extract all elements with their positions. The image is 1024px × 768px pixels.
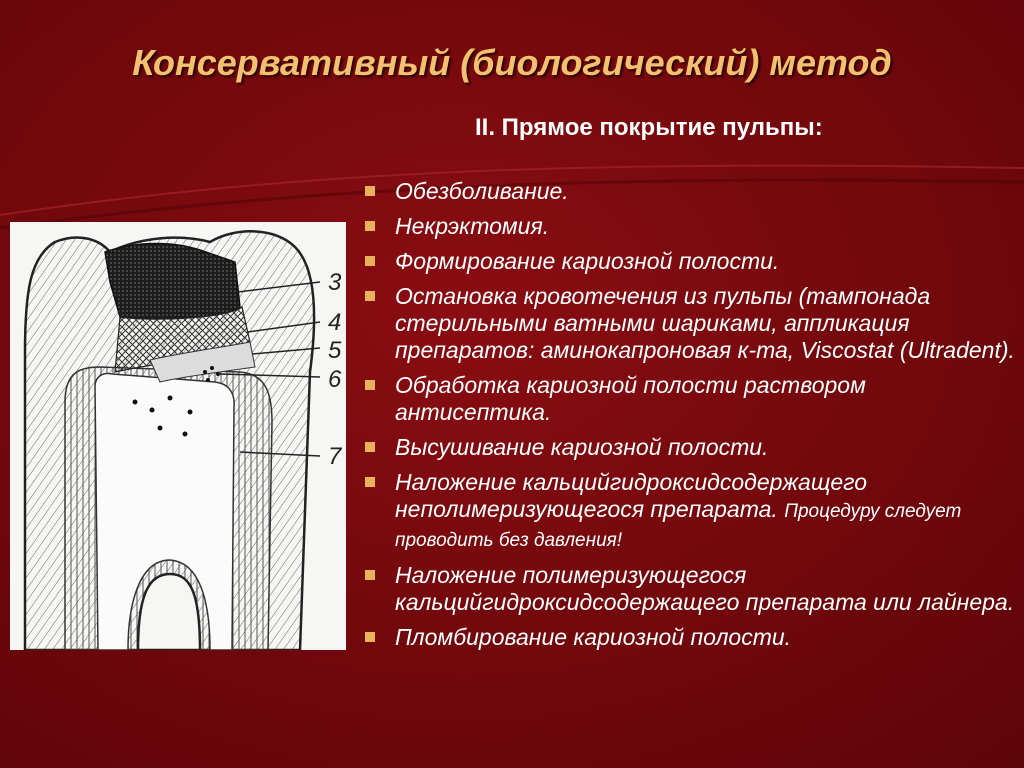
- step-item: [362, 624, 1017, 651]
- figure-label-3: 3: [328, 269, 342, 296]
- bullet-icon: [365, 442, 375, 452]
- figure-label-4: 4: [328, 309, 342, 336]
- step-text: Высушивание кариозной полости.: [395, 434, 769, 460]
- step-item: [362, 248, 1017, 275]
- tooth-diagram-drawing: [10, 222, 346, 650]
- bullet-icon: [365, 221, 375, 231]
- step-item: [362, 213, 1017, 240]
- slide-title: Консервативный (биологический) метод: [132, 42, 892, 83]
- step-item: [362, 372, 1017, 426]
- bullet-icon: [365, 256, 375, 266]
- bullet-icon: [365, 477, 375, 487]
- bullet-icon: [365, 291, 375, 301]
- slide-subtitle: II. Прямое покрытие пульпы:: [475, 114, 823, 141]
- tooth-diagram: [10, 222, 346, 650]
- step-item: [362, 283, 1017, 364]
- step-item: [362, 178, 1017, 205]
- procedure-steps: [362, 178, 1017, 659]
- bullet-icon: [365, 380, 375, 390]
- step-text: Наложение полимеризующегося кальцийгидроксидсодержащего препарата или лайнера.: [395, 562, 1015, 615]
- step-text: Обработка кариозной полости раствором антисептика.: [395, 372, 866, 425]
- step-item: [362, 434, 1017, 461]
- step-text: Наложение кальцийгидроксидсодержащего неполимеризующегося препарата.: [395, 469, 868, 522]
- bullet-icon: [365, 186, 375, 196]
- step-item: [362, 469, 1017, 554]
- step-text: Обезболивание.: [395, 178, 569, 204]
- step-text: Формирование кариозной полости.: [395, 248, 780, 274]
- figure-label-6: 6: [328, 366, 342, 393]
- step-item: [362, 562, 1017, 616]
- figure-label-7: 7: [328, 443, 342, 470]
- step-text: Пломбирование кариозной полости.: [395, 624, 792, 650]
- bullet-icon: [365, 570, 375, 580]
- step-text: Некрэктомия.: [395, 213, 550, 239]
- bullet-icon: [365, 632, 375, 642]
- figure-label-5: 5: [328, 337, 342, 364]
- step-text: Остановка кровотечения из пульпы (тампонада стерильными ватными шариками, аппликация препаратов: аминокапроновая к-та, Viscostat (Ultradent).: [395, 283, 1015, 363]
- step-note: Процедуру следует проводить без давления!: [395, 501, 962, 551]
